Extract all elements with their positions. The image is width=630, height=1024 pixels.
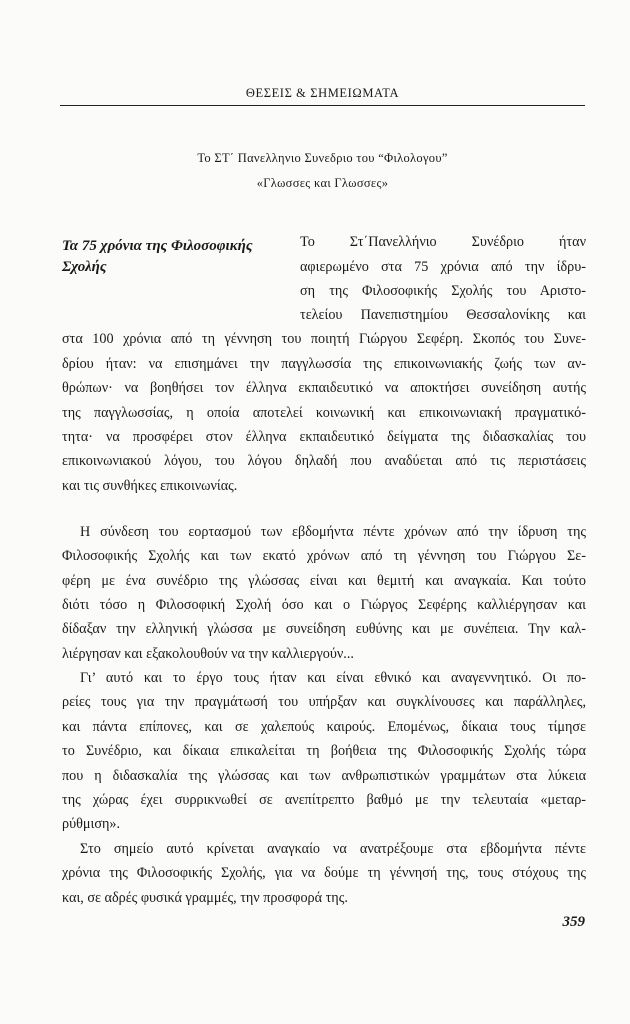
paragraph-line: ση της Φιλοσοφικής Σχολής του Αριστο- (300, 283, 586, 299)
running-head: ΘΕΣΕΙΣ & ΣΗΜΕΙΩΜΑΤΑ (245, 86, 400, 100)
paragraph-line: Το Στ΄Πανελλήνιο Συνέδριο ήταν (300, 234, 586, 250)
page-number: 359 (562, 914, 585, 930)
header-rule (60, 105, 585, 106)
paragraph-line: και, σε αδρές φυσικά γραμμές, την προσφορά της. (62, 890, 348, 906)
paragraph-line: αφιερωμένο στα 75 χρόνια από την ίδρυ- (300, 259, 586, 275)
paragraph-line: διότι τόσο η Φιλοσοφική Σχολή όσο και ο Γιώργος Σεφέρης καλλιέργησαν και (62, 597, 586, 613)
paragraph-line: επικοινωνιακού λόγου, του λόγου δηλαδή που αναδύεται από τις περιστάσεις (62, 453, 586, 469)
paragraph-line: φέρη με ένα συνέδριο της γλώσσας είναι και θεμιτή και αναγκαία. Και τούτο (62, 573, 586, 589)
paragraph-line: θρώπων· να βοηθήσει τον έλληνα εκπαιδευτικό να αποκτήσει συνείδηση αυτής (62, 380, 586, 396)
paragraph-line: τελείου Πανεπιστημίου Θεσσαλονίκης και (300, 307, 586, 323)
paragraph-line: χρόνια της Φιλοσοφικής Σχολής, για να δούμε τη γέννησή της, τους στόχους της (62, 865, 586, 881)
paragraph-line: και πάντα επίπονες, και σε χαλεπούς καιρούς. Επομένως, δίκαια τους τίμησε (62, 719, 586, 735)
paragraph-line: το Συνέδριο, και δίκαια επικαλείται τη βοήθεια της Φιλοσοφικής Σχολής τώρα (62, 743, 586, 759)
paragraph-line: δρίου ήταν: να επισημάνει την παγγλωσσία της επικοινωνιακής ζωής των αν- (62, 356, 586, 372)
paragraph-line: Η σύνδεση του εορτασμού των εβδομήντα πέντε χρόνων από την ίδρυση της (80, 524, 586, 540)
paragraph-line: τητα· να προσφέρει στον έλληνα εκπαιδευτικό δείγματα της διδασκαλίας του (62, 429, 586, 445)
paragraph-line: Φιλοσοφικής Σχολής και των εκατό χρόνων από τη γέννηση του Γιώργου Σε- (62, 548, 586, 564)
paragraph-line: δίδαξαν την ελληνική γλώσσα με συνείδηση ευθύνης και με συνέπεια. Την καλ- (62, 621, 586, 637)
paragraph-line: ρύθμιση». (62, 816, 121, 832)
paragraph-line: λιέργησαν και εξακολουθούν να την καλλιεργούν... (62, 646, 354, 662)
paragraph-line: που η διδασκαλία της γλώσσας και των ανθρωπιστικών γραμμάτων στα λύκεια (62, 768, 586, 784)
section-heading: Τα 75 χρόνια της Φιλοσοφικής Σχολής (62, 238, 253, 275)
paragraph-line: ρείες τους για την πραγμάτωσή του υπήρξαν και συγκλίνουσες και παράλληλες, (62, 694, 586, 710)
paragraph-line: και τις συνθήκες επικοινωνίας. (62, 478, 238, 494)
paragraph-line: της παγγλωσσίας, η οποία αποτελεί κοινωνική και επικοινωνιακή πραγματικό- (62, 405, 586, 421)
paragraph-line: στα 100 χρόνια από τη γέννηση του ποιητή Γιώργου Σεφέρη. Σκοπός του Συνε- (62, 331, 586, 347)
article-subtitle: «Γλωσσες και Γλωσσες» (256, 176, 389, 190)
paragraph-line: Στο σημείο αυτό κρίνεται αναγκαίο να ανατρέξουμε στα εβδομήντα πέντε (80, 841, 586, 857)
paragraph-line: της χώρας έχει συρρικνωθεί σε ανεπίτρεπτο βαθμό με την τελευταία «μεταρ- (62, 792, 586, 808)
paragraph-line: Γι’ αυτό και το έργο τους ήταν και είναι εθνικό και αναγεννητικό. Οι πο- (80, 670, 586, 686)
article-title: Το ΣΤ΄ Πανελληνιο Συνεδριο του “Φιλολογου” (197, 151, 448, 165)
